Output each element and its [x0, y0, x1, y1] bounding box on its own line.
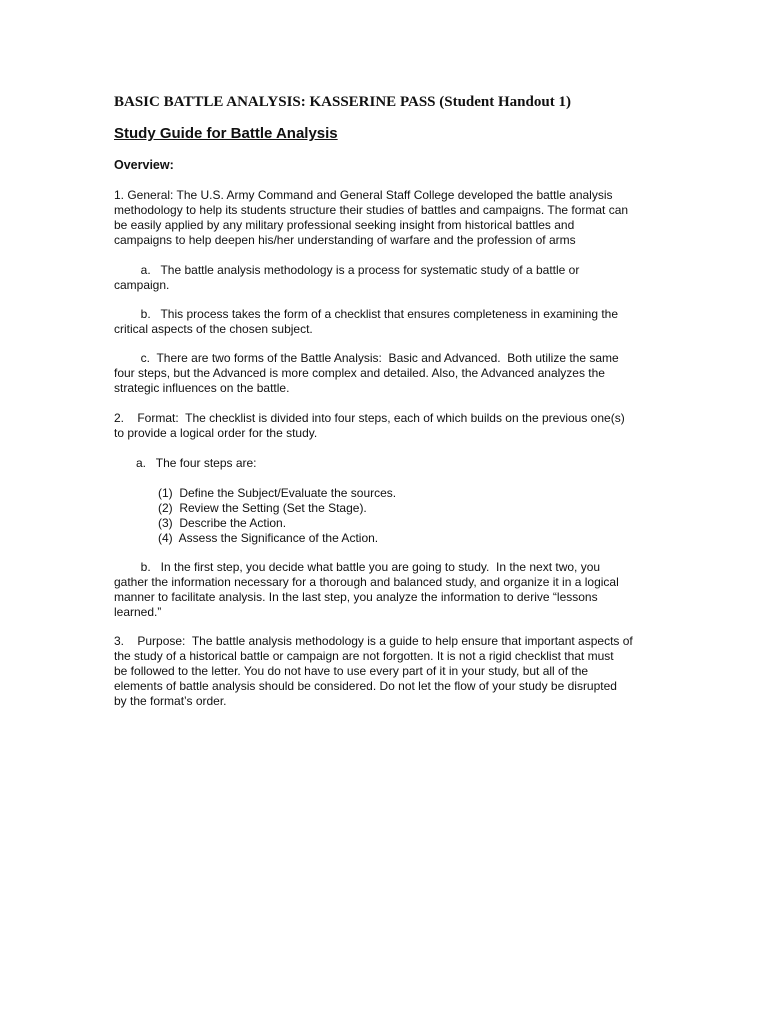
text-line: 1. General: The U.S. Army Command and General Staff College developed the battle analysis [114, 188, 613, 202]
text-line: be followed to the letter. You do not have to use every part of it in your study, but all of the [114, 664, 589, 678]
document-title: Study Guide for Battle Analysis [114, 125, 338, 142]
text-line: c. There are two forms of the Battle Analysis: Basic and Advanced. Both utilize the same [114, 351, 619, 365]
list-item: (1) Define the Subject/Evaluate the sources. [158, 486, 397, 500]
text-line: 2. Format: The checklist is divided into four steps, each of which builds on the previous one(s) [114, 411, 625, 425]
paragraph-general-c [114, 351, 654, 396]
paragraph-format-b [114, 560, 654, 620]
paragraph-general [114, 188, 654, 248]
text-line: the study of a historical battle or campaign are not forgotten. It is not a rigid checklist that must [114, 649, 614, 663]
list-item: (4) Assess the Significance of the Action. [158, 531, 379, 545]
document-header: BASIC BATTLE ANALYSIS: KASSERINE PASS (Student Handout 1) [114, 94, 571, 110]
paragraph-general-a [114, 263, 654, 293]
list-item: (3) Describe the Action. [158, 516, 287, 530]
text-line: gather the information necessary for a thorough and balanced study, and organize it in a logical [114, 575, 619, 589]
text-line: methodology to help its students structure their studies of battles and campaigns. The format can [114, 203, 629, 217]
text-line: b. In the first step, you decide what battle you are going to study. In the next two, you [114, 560, 601, 574]
text-line: be easily applied by any military professional seeking insight from historical battles and [114, 218, 575, 232]
text-line: to provide a logical order for the study. [114, 426, 318, 440]
text-line: learned.” [114, 605, 162, 619]
steps-list [158, 486, 698, 546]
overview-heading: Overview: [114, 158, 174, 172]
text-line: campaigns to help deepen his/her understanding of warfare and the profession of arms [114, 233, 576, 247]
text-line: manner to facilitate analysis. In the last step, you analyze the information to derive “lessons [114, 590, 598, 604]
text-line: b. This process takes the form of a checklist that ensures completeness in examining the [114, 307, 619, 321]
text-line: a. The four steps are: [136, 456, 257, 470]
paragraph-format-a [136, 456, 676, 471]
paragraph-purpose [114, 634, 654, 709]
paragraph-format [114, 411, 654, 441]
paragraph-general-b [114, 307, 654, 337]
text-line: four steps, but the Advanced is more complex and detailed. Also, the Advanced analyzes the [114, 366, 605, 380]
text-line: campaign. [114, 278, 170, 292]
text-line: elements of battle analysis should be considered. Do not let the flow of your study be disrupted [114, 679, 617, 693]
text-line: by the format’s order. [114, 694, 227, 708]
text-line: 3. Purpose: The battle analysis methodology is a guide to help ensure that important aspects of [114, 634, 633, 648]
text-line: strategic influences on the battle. [114, 381, 290, 395]
text-line: critical aspects of the chosen subject. [114, 322, 313, 336]
list-item: (2) Review the Setting (Set the Stage). [158, 501, 367, 515]
text-line: a. The battle analysis methodology is a process for systematic study of a battle or [114, 263, 580, 277]
